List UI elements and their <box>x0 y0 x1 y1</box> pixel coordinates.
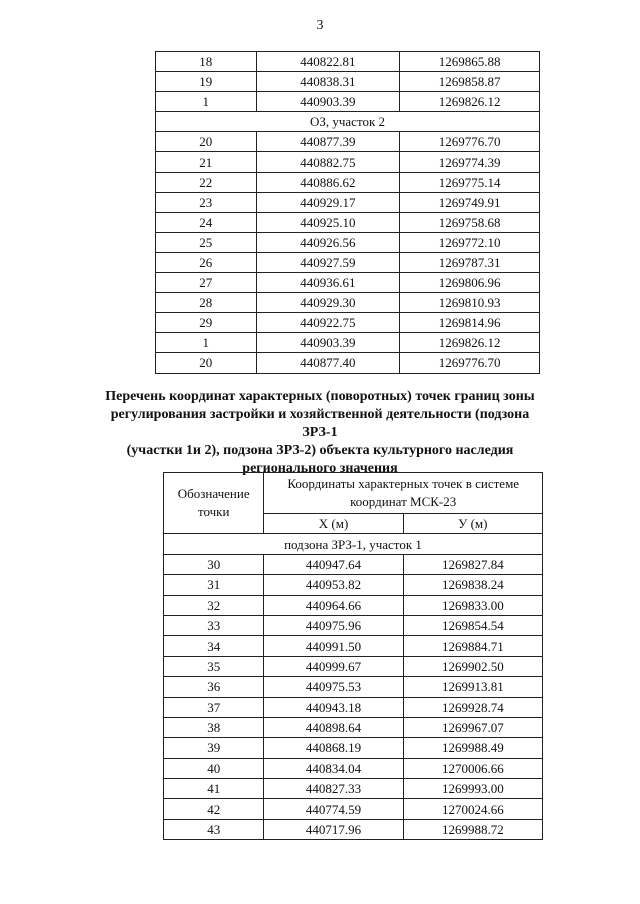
point-id-cell: 1 <box>156 333 257 353</box>
x-coord-cell: 440827.33 <box>264 779 403 799</box>
x-coord-cell: 440964.66 <box>264 595 403 615</box>
x-coord-cell: 440926.56 <box>256 232 400 252</box>
x-coord-cell: 440877.39 <box>256 132 400 152</box>
x-coord-cell: 440929.30 <box>256 293 400 313</box>
table-row <box>164 779 543 799</box>
table-row <box>156 252 540 272</box>
point-id-cell: 27 <box>156 273 257 293</box>
y-coord-cell: 1269854.54 <box>403 615 542 635</box>
y-coord-cell: 1269774.39 <box>400 152 540 172</box>
point-id-cell: 30 <box>164 554 264 574</box>
point-id-cell: 41 <box>164 779 264 799</box>
point-id-cell: 21 <box>156 152 257 172</box>
y-coord-cell: 1269806.96 <box>400 273 540 293</box>
column-header-y: У (м) <box>403 514 542 534</box>
y-coord-cell: 1269884.71 <box>403 636 542 656</box>
x-coord-cell: 440717.96 <box>264 819 403 839</box>
table-row <box>156 132 540 152</box>
table-row <box>156 293 540 313</box>
point-id-cell: 37 <box>164 697 264 717</box>
page-number: 3 <box>316 18 324 33</box>
heading-line: Перечень координат характерных (поворотных) точек границ зоны <box>105 389 535 404</box>
y-coord-cell: 1269826.12 <box>400 92 540 112</box>
point-id-cell: 18 <box>156 52 257 72</box>
y-coord-cell: 1269928.74 <box>403 697 542 717</box>
table-row <box>164 697 543 717</box>
x-coord-cell: 440903.39 <box>256 333 400 353</box>
point-id-cell: 38 <box>164 717 264 737</box>
table2-header <box>164 473 543 555</box>
point-id-cell: 24 <box>156 212 257 232</box>
table-row <box>156 212 540 232</box>
column-header-coords: Координаты характерных точек в системе координат МСК-23 <box>264 473 543 514</box>
y-coord-cell: 1270024.66 <box>403 799 542 819</box>
table-row <box>164 738 543 758</box>
x-coord-cell: 440975.96 <box>264 615 403 635</box>
table-row <box>164 758 543 778</box>
x-coord-cell: 440953.82 <box>264 575 403 595</box>
x-coord-cell: 440903.39 <box>256 92 400 112</box>
x-coord-cell: 440922.75 <box>256 313 400 333</box>
x-coord-cell: 440868.19 <box>264 738 403 758</box>
table1-rows-bottom <box>156 132 540 373</box>
table-row <box>164 595 543 615</box>
x-coord-cell: 440929.17 <box>256 192 400 212</box>
section-title: подзона ЗРЗ-1, участок 1 <box>164 534 543 554</box>
point-id-cell: 28 <box>156 293 257 313</box>
point-id-cell: 32 <box>164 595 264 615</box>
point-id-cell: 36 <box>164 677 264 697</box>
column-header-x: Х (м) <box>264 514 403 534</box>
x-coord-cell: 440975.53 <box>264 677 403 697</box>
coordinates-table-oz <box>155 51 540 374</box>
table2-rows <box>164 554 543 839</box>
point-id-cell: 19 <box>156 72 257 92</box>
point-id-cell: 33 <box>164 615 264 635</box>
table-row <box>164 717 543 737</box>
y-coord-cell: 1269988.72 <box>403 819 542 839</box>
table-row <box>164 819 543 839</box>
table-row <box>164 636 543 656</box>
table-row <box>156 52 540 72</box>
table-row <box>156 112 540 132</box>
column-header-point: Обозначение точки <box>164 473 264 534</box>
point-id-cell: 23 <box>156 192 257 212</box>
x-coord-cell: 440822.81 <box>256 52 400 72</box>
table-header-row <box>164 473 543 514</box>
y-coord-cell: 1269967.07 <box>403 717 542 737</box>
table-row <box>156 72 540 92</box>
table-row <box>156 152 540 172</box>
y-coord-cell: 1269775.14 <box>400 172 540 192</box>
table-row <box>156 172 540 192</box>
heading-line: регулирования застройки и хозяйственной деятельности (подзона ЗРЗ-1 <box>110 407 530 440</box>
x-coord-cell: 440947.64 <box>264 554 403 574</box>
y-coord-cell: 1269865.88 <box>400 52 540 72</box>
table-row <box>156 92 540 112</box>
point-id-cell: 40 <box>164 758 264 778</box>
table-row <box>164 554 543 574</box>
table-row <box>164 799 543 819</box>
point-id-cell: 31 <box>164 575 264 595</box>
heading-line: регионального значения <box>242 461 398 476</box>
point-id-cell: 29 <box>156 313 257 333</box>
x-coord-cell: 440882.75 <box>256 152 400 172</box>
point-id-cell: 35 <box>164 656 264 676</box>
point-id-cell: 1 <box>156 92 257 112</box>
point-id-cell: 39 <box>164 738 264 758</box>
point-id-cell: 34 <box>164 636 264 656</box>
x-coord-cell: 440927.59 <box>256 252 400 272</box>
y-coord-cell: 1269838.24 <box>403 575 542 595</box>
y-coord-cell: 1269858.87 <box>400 72 540 92</box>
y-coord-cell: 1270006.66 <box>403 758 542 778</box>
table-row <box>164 575 543 595</box>
table-row <box>164 656 543 676</box>
x-coord-cell: 440943.18 <box>264 697 403 717</box>
y-coord-cell: 1269827.84 <box>403 554 542 574</box>
table-row <box>164 677 543 697</box>
y-coord-cell: 1269776.70 <box>400 132 540 152</box>
point-id-cell: 43 <box>164 819 264 839</box>
table1-section <box>156 112 540 132</box>
y-coord-cell: 1269902.50 <box>403 656 542 676</box>
y-coord-cell: 1269814.96 <box>400 313 540 333</box>
y-coord-cell: 1269993.00 <box>403 779 542 799</box>
y-coord-cell: 1269749.91 <box>400 192 540 212</box>
point-id-cell: 22 <box>156 172 257 192</box>
y-coord-cell: 1269833.00 <box>403 595 542 615</box>
table-row <box>156 273 540 293</box>
x-coord-cell: 440898.64 <box>264 717 403 737</box>
point-id-cell: 42 <box>164 799 264 819</box>
section-title: ОЗ, участок 2 <box>156 112 540 132</box>
point-id-cell: 25 <box>156 232 257 252</box>
table-row <box>156 192 540 212</box>
coordinates-table-zrz <box>163 472 543 840</box>
table1-rows-top <box>156 52 540 112</box>
y-coord-cell: 1269787.31 <box>400 252 540 272</box>
table-row <box>156 333 540 353</box>
x-coord-cell: 440877.40 <box>256 353 400 373</box>
x-coord-cell: 440838.31 <box>256 72 400 92</box>
list-heading <box>100 388 540 478</box>
x-coord-cell: 440936.61 <box>256 273 400 293</box>
y-coord-cell: 1269826.12 <box>400 333 540 353</box>
heading-line: (участки 1и 2), подзона ЗРЗ-2) объекта культурного наследия <box>126 443 514 458</box>
point-id-cell: 26 <box>156 252 257 272</box>
x-coord-cell: 440886.62 <box>256 172 400 192</box>
x-coord-cell: 440834.04 <box>264 758 403 778</box>
x-coord-cell: 440991.50 <box>264 636 403 656</box>
table-row <box>156 313 540 333</box>
y-coord-cell: 1269758.68 <box>400 212 540 232</box>
y-coord-cell: 1269913.81 <box>403 677 542 697</box>
x-coord-cell: 440999.67 <box>264 656 403 676</box>
table-row <box>164 534 543 554</box>
x-coord-cell: 440774.59 <box>264 799 403 819</box>
table-row <box>164 615 543 635</box>
table-row <box>156 353 540 373</box>
table-row <box>156 232 540 252</box>
y-coord-cell: 1269776.70 <box>400 353 540 373</box>
y-coord-cell: 1269810.93 <box>400 293 540 313</box>
y-coord-cell: 1269988.49 <box>403 738 542 758</box>
x-coord-cell: 440925.10 <box>256 212 400 232</box>
point-id-cell: 20 <box>156 132 257 152</box>
point-id-cell: 20 <box>156 353 257 373</box>
y-coord-cell: 1269772.10 <box>400 232 540 252</box>
